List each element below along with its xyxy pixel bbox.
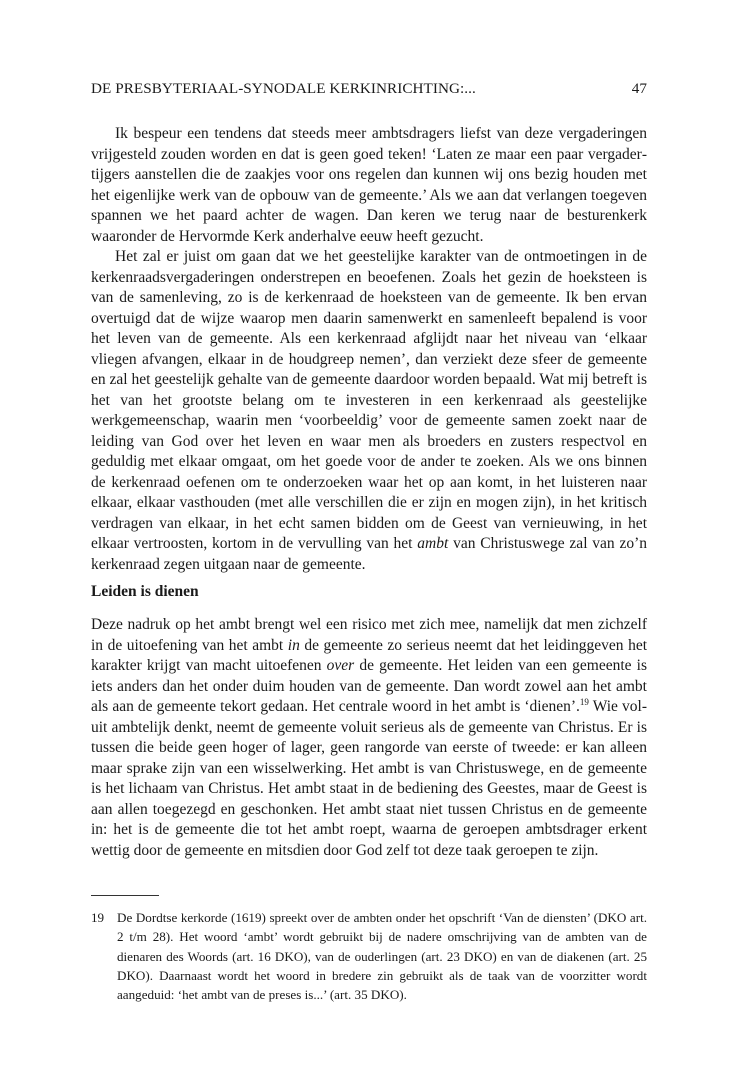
running-header-title: DE PRESBYTERIAAL-SYNODALE KERKINRICHTING:... — [91, 80, 476, 97]
paragraph-3-part-2: de gemeente zo serieus neemt dat het leidinggeven het karakter krijgt van macht uitoefenen — [91, 636, 648, 674]
footnote-text: De Dordtse kerkorde (1619) spreekt over de ambten onder het opschrift ‘Van de diensten’ (DKO art. 2 t/m 28). Het woord ‘ambt’ wordt gebruikt bij de nadere omschrijving van de ambten van de dienaren des Woords (art. 16 DKO), van de ouderlingen (art. 23 DKO) en van de diakenen (art. 25 DKO). Daarnaast wordt het woord in bredere zin gebruikt als de taak van de voorzitter wordt aangeduid: ‘het ambt van de preses is...’ (art. 35 DKO). — [117, 910, 647, 1003]
emphasis-ambt: ambt — [417, 535, 449, 552]
running-header — [91, 79, 647, 99]
paragraph-3 — [91, 615, 647, 861]
footnote-number: 19 — [91, 910, 105, 925]
footnote-separator — [91, 895, 159, 896]
body-section-2 — [91, 615, 647, 861]
emphasis-over: over — [326, 657, 355, 674]
emphasis-in: in — [287, 636, 300, 654]
paragraph-2-end: van Christuswege zal van zo’n kerkenraad zegen uitgaan naar de gemeente. — [91, 535, 648, 573]
paragraph-3-part-1: Deze nadruk op het ambt brengt wel een risico met zich mee, namelijk dat men zichzelf in de uitoefening van het ambt — [91, 616, 647, 654]
paragraph-2 — [91, 247, 647, 575]
paragraph-1: Ik bespeur een tendens dat steeds meer ambtsdragers liefst van deze vergaderingen vrijgesteld zouden worden en dat is geen goed teken! ‘Laten ze maar een paar vergadertijgers aanstellen die de zaakjes voor ons regelen dan kunnen wij ons bezig houden met het eigenlijke werk van de opbouw van de gemeente.’ Als we aan dat verlangen toegeven spannen we het paard achter de wagen. Dan keren we terug naar de besturenkerk waaronder de Hervormde Kerk anderhalve eeuw heeft gezucht. — [91, 125, 647, 245]
footnote — [91, 908, 647, 1004]
section-heading: Leiden is dienen — [91, 583, 199, 600]
paragraph-3-part-3: de gemeente. Het leiden van een gemeente is iets anders dan het onder duim houden van de gemeente. Dan wordt zowel aan het ambt als aan de gemeente tekort gedaan. Het centrale woord in het ambt is ‘dienen’. — [91, 657, 648, 715]
paragraph-3-part-4: Wie voluit ambtelijk denkt, neemt de gemeente voluit serieus als de gemeente van Christus. Er is tussen die beide geen hoger of lager, geen rangorde van eerste of tweede: er kan alleen maar sprake zijn van een wisselwerking. Het ambt is van Christuswege, en de gemeente is het lichaam van Christus. Het ambt staat in de bediening des Geestes, maar de Geest is aan allen toegezegd en geschonken. Het ambt staat niet tussen Christus en de gemeente in: het is de gemeente die tot het ambt roept, waarna de geroepen ambtsdrager erkent wettig door de gemeente en mitsdien door God zelf tot deze taak geroepen te zijn. — [91, 698, 647, 859]
body-section-1 — [91, 124, 647, 575]
footnote-reference[interactable]: 19 — [579, 697, 589, 707]
paragraph-2-text: Het zal er juist om gaan dat we het geestelijke karakter van de ontmoetingen in de kerkenraadsvergaderingen onderstrepen en beoefenen. Zoals het gezin de hoeksteen is van de samenleving, zo is de kerkenraad de hoeksteen van de gemeente. Ik ben ervan overtuigd dat de wijze waarop men daarin samenwerkt en samenleeft bepalend is voor het leven van de gemeente. Als een kerkenraad afglijdt naar het niveau van ‘elkaar vliegen afvangen, elkaar in de houdgreep nemen’, dan verziekt deze sfeer de gemeente en zal het geestelijk gehalte van de gemeente daardoor worden bepaald. Wat mij betreft is het van het grootste belang om te investeren in een kerkenraad als geestelijke werkgemeenschap, waarin men ‘voorbeeldig’ voor de gemeente samen zoekt naar de leiding van God over het leven en waar men als broeders en zusters respectvol en geduldig met elkaar omgaat, om het goede voor de ander te zoeken. Als we ons binnen de kerkenraad oefenen om te onderzoeken waar het op aan komt, in het luisteren naar elkaar, elkaar vasthouden (met alle verschillen die er zijn en mogen zijn), in het kritisch verdragen van elkaar, in het echt samen bidden om de Geest van vernieuwing, in het elkaar vertroosten, kortom in de vervulling van het — [91, 248, 647, 552]
page-number: 47 — [631, 80, 647, 97]
